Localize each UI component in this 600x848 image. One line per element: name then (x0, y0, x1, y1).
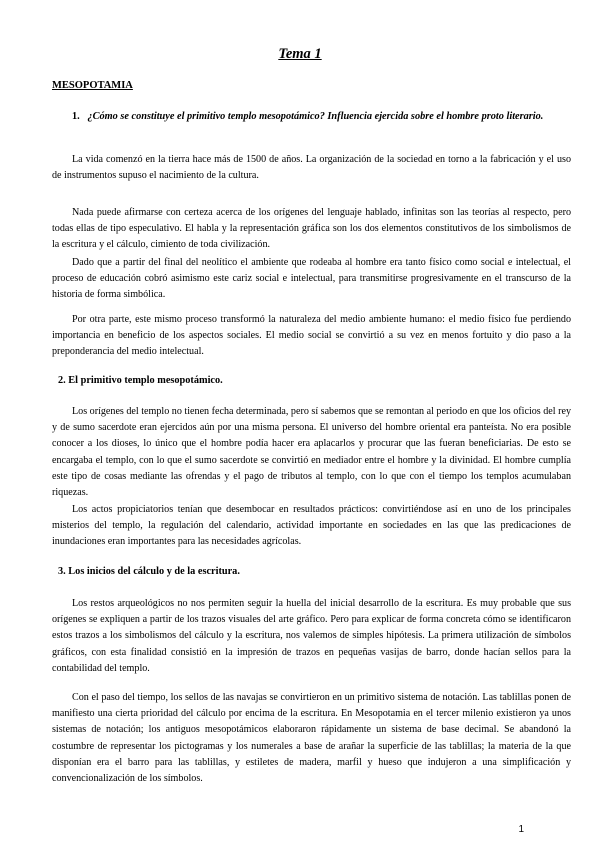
heading-1 (52, 109, 571, 125)
page-number: 1 (518, 824, 524, 835)
section-title: MESOPOTAMIA (52, 80, 133, 91)
page-title: Tema 1 (278, 46, 322, 62)
paragraph-8: Con el paso del tiempo, los sellos de las navajas se convirtieron en un primitivo sistema de notación. Las tablillas ponen de manifiesto una cierta prioridad del cálculo por encima de la escritura. En Mesopotamia en el tercer milenio existieron ya unos sistemas de notación; los antiguos mesopotámicos elaboraron rápidamente un sistema de base decimal. Se abandonó la costumbre de representar los pictogramas y los numerales a base de arañar la superficie de las tablillas; la materia de la que disponían era el barro para las tablillas, y estiletes de madera, marfil y hueso que indujeron a una simplificación y convencionalización de los símbolos. (52, 692, 571, 785)
paragraph-7: Los restos arqueológicos no nos permiten seguir la huella del inicial desarrollo de la escritura. Es muy probable que sus orígenes se expliquen a partir de los trazos visuales del arte gráfico. Pero para explicar de forma concreta cómo se identificaron estos trazos a los simbolismos del cálculo y la escritura, nos valemos de simples hipótesis. La primera utilización de símbolos gráficos, con esta finalidad consistió en la impresión de trazos en pequeñas vasijas de barro, donde hacían sellos para la contabilidad del templo. (52, 598, 571, 674)
paragraph-4: Por otra parte, este mismo proceso transformó la naturaleza del medio ambiente humano: el medio físico fue perdiendo importancia en beneficio de los aspectos sociales. El medio social se convirtió a su vez en menos fortuito y dio paso a la preponderancia del medio intelectual. (52, 314, 571, 358)
paragraph-1: La vida comenzó en la tierra hace más de 1500 de años. La organización de la sociedad en torno a la fabricación y el uso de instrumentos supuso el nacimiento de la cultura. (52, 154, 571, 182)
paragraph-6: Los actos propiciatorios tenían que desembocar en resultados prácticos: convirtiéndose así en uno de los principales misterios del templo, la regulación del calendario, actividad importante en sociedades en las que las predicaciones de inundaciones eran importantes para las necesidades agrícolas. (52, 504, 571, 548)
heading-3: 3. Los inicios del cálculo y de la escritura. (58, 566, 240, 577)
heading-2: 2. El primitivo templo mesopotámico. (58, 375, 223, 386)
paragraph-2: Nada puede afirmarse con certeza acerca de los orígenes del lenguaje hablado, infinitas son las teorías al respecto, pero todas ellas de tipo especulativo. El habla y la representación gráfica son los dos elementos constitutivos de los simbolismos de la escritura y el cálculo, cimiento de toda civilización. (52, 207, 571, 251)
paragraph-5: Los orígenes del templo no tienen fecha determinada, pero sí sabemos que se remontan al periodo en que los oficios del rey y de sumo sacerdote eran ejercidos aún por una misma persona. El universo del hombre oriental era panteísta. No era posible conocer a los dioses, lo único que el hombre podía hacer era aplacarlos y procurar que las fueran beneficiarias. De esto se encargaba el templo, con lo que el sumo sacerdote se convirtió en mediador entre el hombre y la divinidad. El hombre cumplía este tipo de cosas mediante las ofrendas y el pago de tributos al templo, con lo que con el tiempo los templos acumulaban riquezas. (52, 406, 571, 499)
heading-1-number: 1. (72, 111, 80, 122)
heading-1-text: ¿Cómo se constituye el primitivo templo mesopotámico? Influencia ejercida sobre el hombre proto literario. (87, 111, 544, 122)
paragraph-3: Dado que a partir del final del neolítico el ambiente que rodeaba al hombre era tanto físico como social e intelectual, el proceso de educación cobró asimismo este cariz social e intelectual, para transmitirse progresivamente en el transcurso de la historia de forma simbólica. (52, 257, 571, 301)
